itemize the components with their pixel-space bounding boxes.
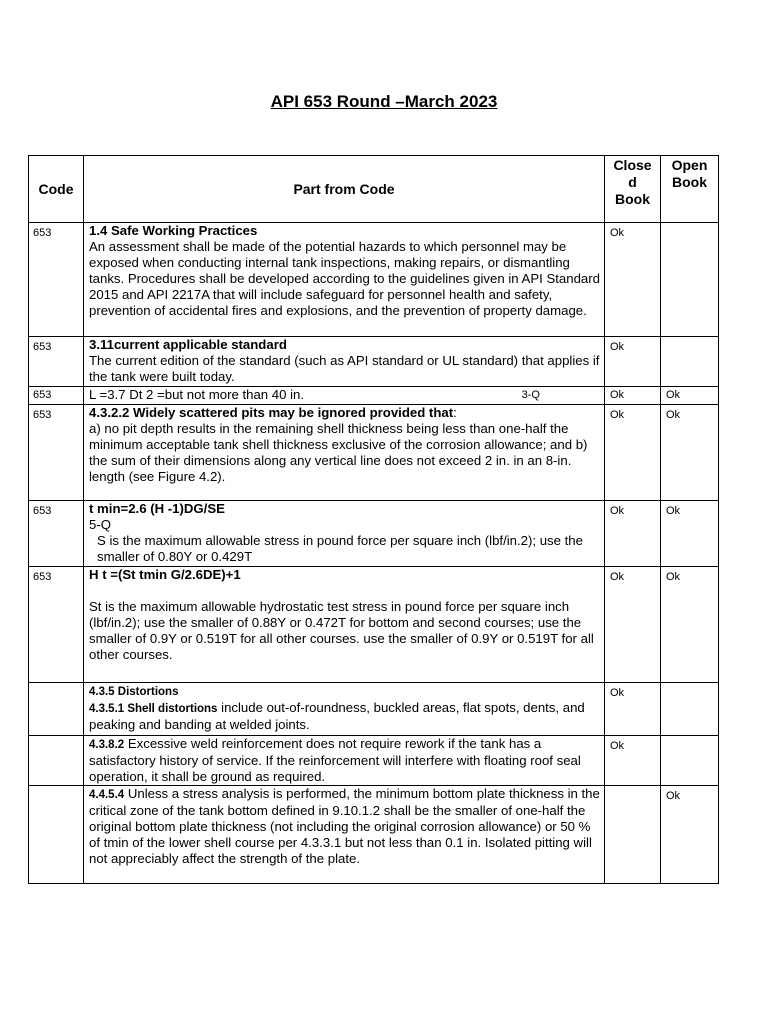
row-open-book — [661, 683, 719, 736]
row-heading: 4.3.2.2 Widely scattered pits may be ignored provided that — [89, 405, 454, 420]
table-row — [29, 501, 719, 567]
row-body: a) no pit depth results in the remaining shell thickness being less than one-half the minimum acceptable tank shell thickness exclusive of the corrosion allowance; and b) the sum of their dimensions along any vertical line does not exceed 2 in. in an 8-in. length (see Figure 4.2). — [89, 421, 588, 484]
row-note: 3-Q — [521, 389, 540, 401]
row-code: 653 — [29, 223, 84, 337]
row-code: 653 — [29, 501, 84, 567]
page-title: API 653 Round –March 2023 — [270, 92, 498, 111]
row-open-book: Ok — [661, 405, 719, 501]
header-part: Part from Code — [84, 156, 605, 223]
row-part — [84, 337, 605, 387]
row-closed-book: Ok — [605, 501, 661, 567]
row-open-book: Ok — [661, 501, 719, 567]
row-open-book: Ok — [661, 567, 719, 683]
row-body: The current edition of the standard (such as API standard or UL standard) that applies if the tank were built today. — [89, 353, 600, 384]
table-header-row — [29, 156, 719, 223]
row-code: 653 — [29, 387, 84, 405]
table-row — [29, 387, 719, 405]
row-open-book — [661, 736, 719, 786]
row-heading-suffix: : — [453, 405, 457, 420]
row-part — [84, 786, 605, 884]
row-heading: 4.3.5 Distortions — [89, 686, 179, 698]
header-open-book: Open Book — [661, 156, 719, 223]
row-closed-book — [605, 786, 661, 884]
row-subheading: 4.3.8.2 — [89, 739, 125, 751]
row-part — [84, 405, 605, 501]
row-part — [84, 387, 605, 405]
row-closed-book: Ok — [605, 223, 661, 337]
row-body: Unless a stress analysis is performed, the minimum bottom plate thickness in the critical zone of the tank bottom defined in 9.10.1.2 shall be the smaller of one-half the original bottom plate thickness (not including the original corrosion allowance) or 50 % of tmin of the lower shell course per 4.3.3.1 but not less than 0.1 in. Isolated pitting will not appreciably affect the strength of the plate. — [89, 786, 600, 866]
row-body: An assessment shall be made of the potential hazards to which personnel may be exposed when conducting internal tank inspections, making repairs, or dismantling tanks. Procedures shall be developed according to the guidelines given in API Standard 2015 and API 2217A that will include safeguard for personnel health and safety, prevention of accidental fires and explosions, and the prevention of property damage. — [89, 239, 600, 318]
row-heading: 3.11current applicable standard — [89, 337, 287, 352]
row-part — [84, 501, 605, 567]
row-closed-book: Ok — [605, 683, 661, 736]
table-row — [29, 405, 719, 501]
table-row — [29, 337, 719, 387]
table-row — [29, 223, 719, 337]
row-open-book — [661, 223, 719, 337]
row-part — [84, 567, 605, 683]
row-code — [29, 736, 84, 786]
row-subline: 5-Q — [89, 517, 111, 532]
row-closed-book: Ok — [605, 736, 661, 786]
row-code — [29, 786, 84, 884]
row-part — [84, 683, 605, 736]
row-code: 653 — [29, 405, 84, 501]
row-code: 653 — [29, 337, 84, 387]
row-part — [84, 223, 605, 337]
row-code — [29, 683, 84, 736]
row-subheading: 4.4.5.4 — [89, 789, 125, 801]
header-code: Code — [29, 156, 84, 223]
table-row — [29, 736, 719, 786]
row-subheading: 4.3.5.1 Shell distortions — [89, 703, 218, 715]
row-body: include out-of-roundness, buckled areas, flat spots, dents, and peaking and banding at welded joints. — [89, 700, 585, 732]
row-body: Excessive weld reinforcement does not require rework if the tank has a satisfactory history of service. If the reinforcement will interfere with floating roof seal operation, it shall be ground as required. — [89, 736, 581, 784]
row-body: St is the maximum allowable hydrostatic test stress in pound force per square inch (lbf/in.2); use the smaller of 0.88Y or 0.472T for bottom and second courses; use the smaller of 0.9Y or 0.519T for all other courses. use the smaller of 0.9Y or 0.519T for all other courses. — [89, 599, 594, 662]
row-code: 653 — [29, 567, 84, 683]
row-heading: 1.4 Safe Working Practices — [89, 223, 258, 238]
row-open-book — [661, 337, 719, 387]
row-open-book: Ok — [661, 387, 719, 405]
row-heading: H t =(St tmin G/2.6DE)+1 — [89, 567, 241, 582]
row-closed-book: Ok — [605, 337, 661, 387]
code-table — [28, 155, 719, 884]
table-row — [29, 567, 719, 683]
row-closed-book: Ok — [605, 387, 661, 405]
row-closed-book: Ok — [605, 567, 661, 683]
row-part — [84, 736, 605, 786]
table-row — [29, 683, 719, 736]
row-body: S is the maximum allowable stress in pound force per square inch (lbf/in.2); use the smaller of 0.80Y or 0.429T — [97, 533, 583, 564]
header-closed-book: Close d Book — [605, 156, 661, 223]
row-body: L =3.7 Dt 2 =but not more than 40 in. — [89, 387, 305, 402]
row-closed-book: Ok — [605, 405, 661, 501]
row-heading: t min=2.6 (H -1)DG/SE — [89, 501, 225, 516]
row-open-book: Ok — [661, 786, 719, 884]
table-row — [29, 786, 719, 884]
